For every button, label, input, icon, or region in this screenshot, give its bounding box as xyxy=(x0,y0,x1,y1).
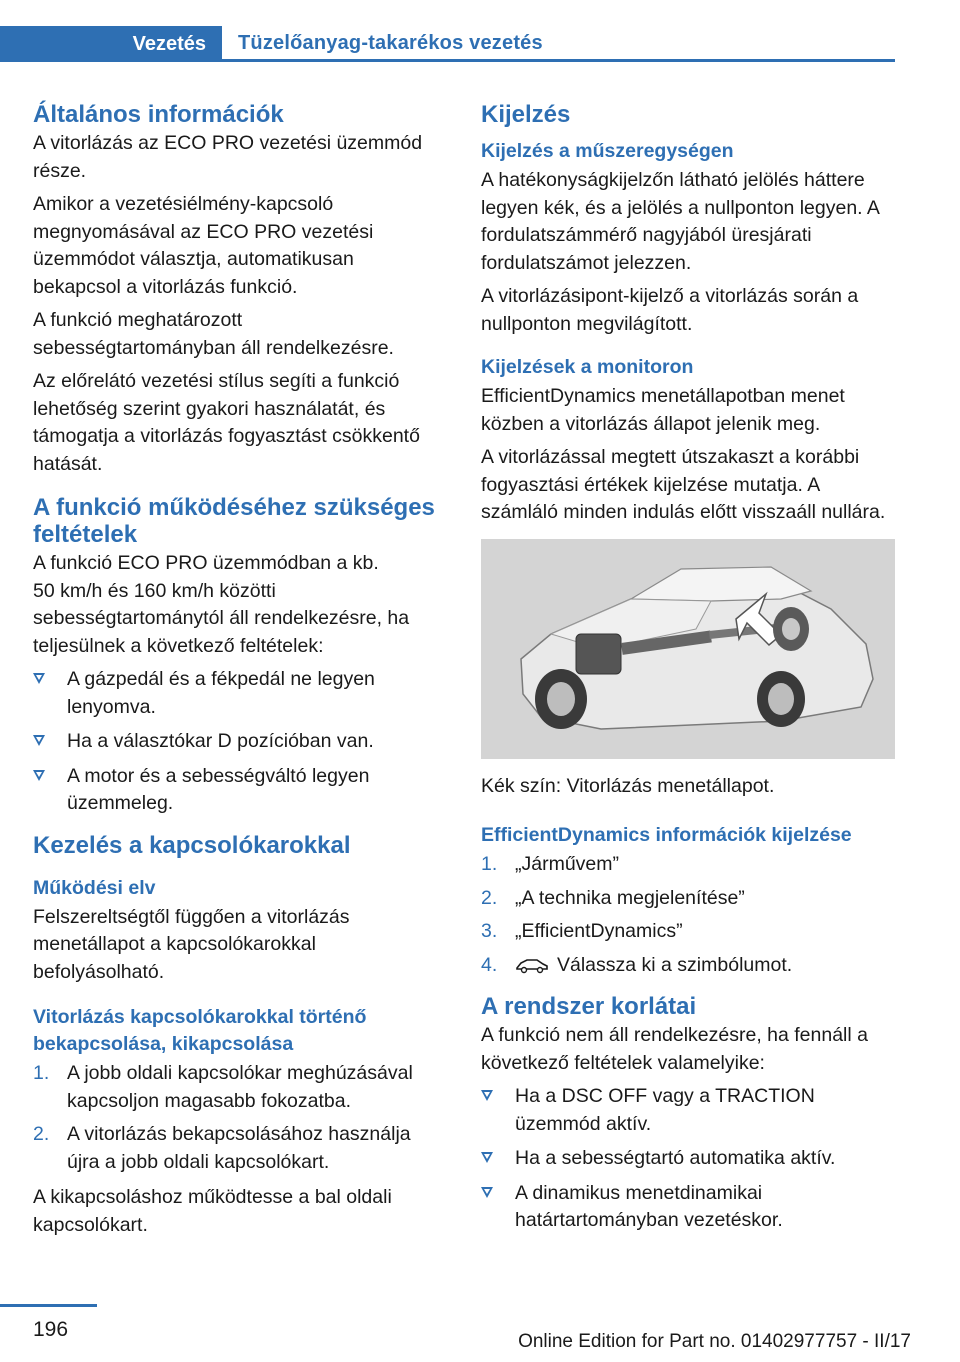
list-item: Ha a sebességtartó automatika aktív. xyxy=(481,1145,891,1173)
list-item: A motor és a sebességváltó legyen üzemmeleg. xyxy=(33,763,443,818)
heading-paddles: Kezelés a kapcsolókarokkal xyxy=(33,831,351,859)
paragraph: A kikapcsoláshoz működtesse a bal oldali kapcsolókart. xyxy=(33,1186,392,1236)
page-number: 196 xyxy=(33,1318,69,1341)
bullet-triangle-icon xyxy=(481,1187,493,1198)
paragraph: A vitorlázással megtett útszakaszt a korábbi fogyasztási értékek kijelzése mutatja. A számláló minden indulás előtt visszaáll nullára. xyxy=(481,446,886,523)
paragraph: A vitorlázás az ECO PRO vezetési üzemmód része. xyxy=(33,132,423,182)
list-item: 1. A jobb oldali kapcsolókar meghúzásával kapcsoljon magasabb fokozatba. xyxy=(33,1062,413,1112)
paragraph: A hatékonyságkijelzőn látható jelölés háttere legyen kék, és a jelölés a nullponton legyen. A fordulatszámmérő nagyjából üresjárati fordulatszámot jelezzen. xyxy=(481,169,879,274)
switch-steps xyxy=(33,1060,443,1176)
bullet-triangle-icon xyxy=(481,1152,493,1163)
paragraph: 50 km/h és 160 km/h közötti sebességtartománytól áll rendelkezésre, ha teljesülnek a következő feltételek: xyxy=(33,579,410,657)
list-item: 3. „EfficientDynamics” xyxy=(481,920,683,942)
heading-limits: A rendszer korlátai xyxy=(481,993,697,1020)
ed-steps xyxy=(481,851,891,979)
list-item: 4. Válassza ki a szimbólumot. xyxy=(481,953,793,976)
car-symbol-icon xyxy=(515,956,549,974)
list-item: A dinamikus menetdinamikai határtartományban vezetéskor. xyxy=(481,1180,891,1235)
header-section-tab[interactable]: Vezetés xyxy=(0,26,222,62)
heading-conditions: A funkció működéséhez szükséges feltételek xyxy=(33,494,435,548)
subheading-monitor: Kijelzések a monitoron xyxy=(481,356,694,378)
paragraph: A funkció meghatározott sebességtartományban áll rendelkezésre. xyxy=(33,309,394,359)
subheading-ed-info: EfficientDynamics információk kijelzése xyxy=(481,824,852,846)
paragraph: Felszereltségtől függően a vitorlázás menetállapot a kapcsolókarokkal befolyásolható. xyxy=(33,905,350,983)
footer-edition: Online Edition for Part no. 01402977757 - II/17 xyxy=(518,1331,911,1352)
list-item: 2. A vitorlázás bekapcsolásához használja újra a jobb oldali kapcsolókart. xyxy=(33,1123,411,1173)
list-item: A gázpedál és a fékpedál ne legyen lenyomva. xyxy=(33,666,443,721)
subheading-cluster: Kijelzés a műszeregységen xyxy=(481,140,734,162)
figure-caption: Kék szín: Vitorlázás menetállapot. xyxy=(481,774,775,797)
list-item: Ha a választókar D pozícióban van. xyxy=(33,728,443,756)
header-chapter-title[interactable]: Tüzelőanyag-takarékos vezetés xyxy=(238,31,543,54)
list-item: 2. „A technika megjelenítése” xyxy=(481,886,745,909)
subheading-switch: Vitorlázás kapcsolókarokkal történő bekapcsolása, kikapcsolása xyxy=(33,1006,367,1055)
car-illustration xyxy=(481,539,895,759)
limits-list xyxy=(481,1083,891,1235)
paragraph: A funkció nem áll rendelkezésre, ha fennáll a következő feltételek valamelyike: xyxy=(481,1024,868,1074)
car-drawing xyxy=(481,539,895,759)
bullet-triangle-icon xyxy=(33,735,45,746)
left-column xyxy=(33,95,443,1245)
list-item: Ha a DSC OFF vagy a TRACTION üzemmód aktív. xyxy=(481,1083,891,1138)
paragraph: A funkció ECO PRO üzemmódban a kb. xyxy=(33,552,379,574)
footer-rule xyxy=(0,1304,97,1307)
paragraph: EfficientDynamics menetállapotban menet közben a vitorlázás állapot jelenik meg. xyxy=(481,385,845,435)
bullet-triangle-icon xyxy=(33,770,45,781)
conditions-list xyxy=(33,666,443,818)
heading-general-info: Általános információk xyxy=(33,101,284,128)
bullet-triangle-icon xyxy=(33,673,45,684)
bullet-triangle-icon xyxy=(481,1090,493,1101)
list-item: 1. „Járművem” xyxy=(481,853,620,875)
subheading-principle: Működési elv xyxy=(33,876,156,899)
paragraph: Az előrelátó vezetési stílus segíti a funkció lehetőség szerint gyakori használatát, és támogatja a vitorlázás fogyasztást csökkentő hatását. xyxy=(33,370,420,475)
paragraph: A vitorlázásipont-kijelző a vitorlázás során a nullponton megvilágított. xyxy=(481,285,859,335)
right-column xyxy=(481,95,891,1243)
heading-display: Kijelzés xyxy=(481,101,571,128)
paragraph: Amikor a vezetésiélmény-kapcsoló megnyomásával az ECO PRO vezetési üzemmódot választja, automatikusan bekapcsol a vitorlázás funkció. xyxy=(33,193,374,298)
